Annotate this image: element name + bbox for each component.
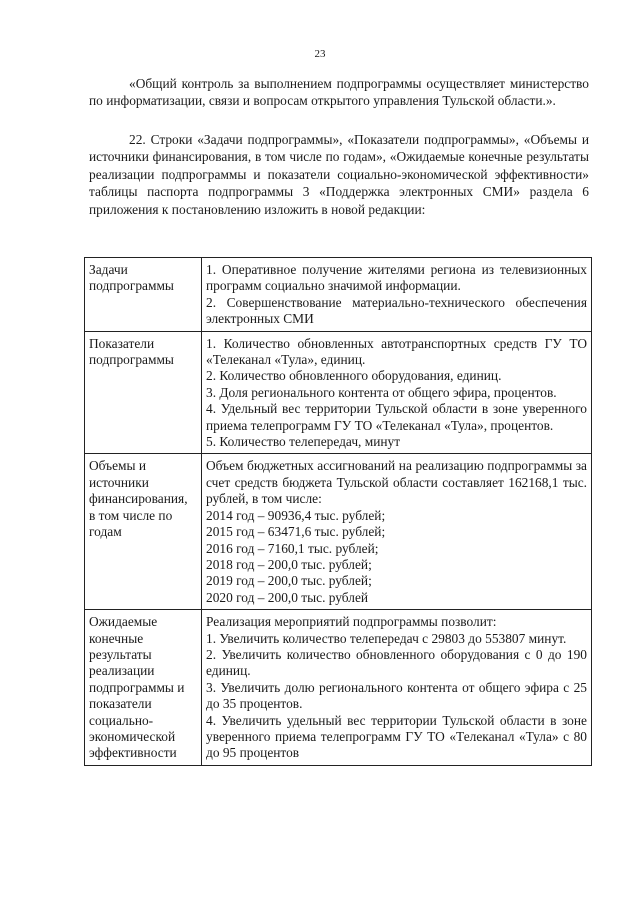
content-line: 2015 год – 63471,6 тыс. рублей;: [206, 524, 386, 540]
row-content-tasks: [202, 258, 592, 332]
content-line: 2. Совершенствование материально-технического обеспечения электронных СМИ: [206, 294, 587, 327]
content-line: 3. Увеличить долю регионального контента от общего эфира с 25 до 35 процентов.: [206, 679, 587, 712]
paragraph-control: «Общий контроль за выполнением подпрограммы осуществляет министерство по информатизации, связи и вопросам открытого управления Тульской области.».: [89, 76, 589, 109]
content-line: 2. Количество обновленного оборудования, единиц.: [206, 368, 502, 384]
content-line: 2014 год – 90936,4 тыс. рублей;: [206, 507, 386, 523]
table-row-financing: [85, 454, 592, 610]
content-line: 2. Увеличить количество обновленного оборудования с 0 до 190 единиц.: [206, 646, 587, 679]
table-row-results: [85, 610, 592, 766]
content-line: 2018 год – 200,0 тыс. рублей;: [206, 556, 372, 572]
content-line: 4. Увеличить удельный вес территории Тульской области в зоне уверенного приема телепрограмм ГУ ТО «Телеканал «Тула» с 80 до 95 процентов: [206, 712, 587, 761]
row-label-tasks: Задачи подпрограммы: [85, 258, 202, 332]
row-content-results: [202, 610, 592, 766]
row-label-results: Ожидаемые конечные результаты реализации подпрограммы и показатели социально-экономической эффективности: [85, 610, 202, 766]
content-line: Объем бюджетных ассигнований на реализацию подпрограммы за счет средств бюджета Тульской области составляет 162168,1 тыс. рублей, в том числе:: [206, 458, 587, 507]
row-content-indicators: [202, 331, 592, 454]
passport-table: [84, 257, 592, 766]
content-line: 1. Увеличить количество телепередач с 29803 до 553807 минут.: [206, 630, 567, 646]
content-line: 2016 год – 7160,1 тыс. рублей;: [206, 540, 379, 556]
content-line: 2020 год – 200,0 тыс. рублей: [206, 589, 369, 605]
paragraph-amendment-22: 22. Строки «Задачи подпрограммы», «Показатели подпрограммы», «Объемы и источники финансирования, в том числе по годам», «Ожидаемые конечные результаты реализации подпрограммы и показатели социально-экономической эффективности» таблицы паспорта подпрограммы 3 «Поддержка электронных СМИ» раздела 6 приложения к постановлению изложить в новой редакции:: [89, 132, 589, 217]
content-line: 1. Оперативное получение жителями региона из телевизионных программ социально значимой информации.: [206, 262, 587, 294]
page-number: 23: [314, 48, 326, 60]
content-line: 4. Удельный вес территории Тульской области в зоне уверенного приема телепрограмм ГУ ТО «Телеканал «Тула», процентов.: [206, 401, 587, 433]
content-line: 2019 год – 200,0 тыс. рублей;: [206, 573, 372, 589]
row-label-indicators: Показатели подпрограммы: [85, 331, 202, 454]
content-line: 3. Доля регионального контента от общего эфира, процентов.: [206, 384, 557, 400]
content-line: 5. Количество телепередач, минут: [206, 434, 401, 450]
row-label-financing: Объемы и источники финансирования, в том числе по годам: [85, 454, 202, 610]
table-row-tasks: [85, 258, 592, 332]
content-line: Реализация мероприятий подпрограммы позволит:: [206, 614, 497, 630]
table-row-indicators: [85, 331, 592, 454]
content-line: 1. Количество обновленных автотранспортных средств ГУ ТО «Телеканал «Тула», единиц.: [206, 335, 587, 368]
row-content-financing: [202, 454, 592, 610]
